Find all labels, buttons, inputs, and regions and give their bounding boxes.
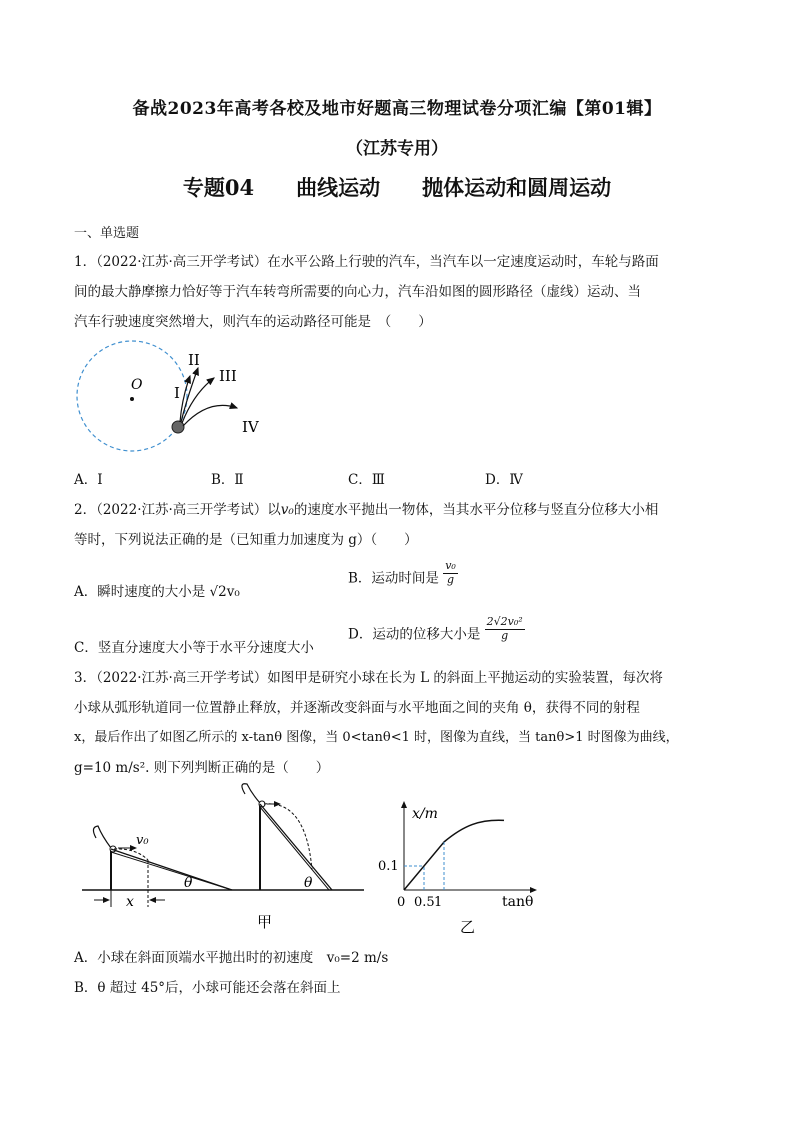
q2-option-b-text: B．运动时间是 bbox=[348, 570, 439, 587]
q3-figure-chart bbox=[374, 796, 554, 936]
fraction-denominator: g bbox=[447, 572, 455, 586]
figure-caption-yi: 乙 bbox=[460, 918, 476, 936]
q2-option-b-fraction bbox=[443, 560, 458, 586]
q1-option-a[interactable]: A．Ⅰ bbox=[74, 472, 103, 488]
y-axis-label: x/m bbox=[412, 806, 438, 822]
q2-option-d-text: D．运动的位移大小是 bbox=[348, 626, 481, 643]
q1-line1: 1．（2022·江苏·高三开学考试）在水平公路上行驶的汽车，当汽车以一定速度运动时，车轮与路面 bbox=[74, 254, 659, 270]
q1-option-d[interactable]: D．Ⅳ bbox=[485, 472, 523, 488]
q2-option-c[interactable]: C．竖直分速度大小等于水平分速度大小 bbox=[74, 640, 314, 656]
x-axis-label: tanθ bbox=[502, 894, 534, 910]
q1-option-c[interactable]: C．Ⅲ bbox=[348, 472, 385, 488]
q1-line3: 汽车行驶速度突然增大，则汽车的运动路径可能是 （ ） bbox=[74, 314, 432, 330]
q3-line1: 3．（2022·江苏·高三开学考试）如图甲是研究小球在长为 L 的斜面上平抛运动的实验装置，每次将 bbox=[74, 670, 663, 686]
theta-label-left: θ bbox=[184, 875, 193, 891]
q3-option-a[interactable]: A．小球在斜面顶端水平抛出时的初速度 v₀=2 m/s bbox=[74, 950, 389, 966]
q1-figure bbox=[74, 338, 284, 456]
ramp-right bbox=[242, 784, 260, 803]
q3-option-b[interactable]: B．θ 超过 45°后，小球可能还会落在斜面上 bbox=[74, 980, 341, 996]
velocity-label: v₀ bbox=[136, 833, 149, 848]
q2-line1 bbox=[74, 498, 658, 518]
q1-option-b[interactable]: B．Ⅱ bbox=[211, 472, 244, 488]
label-I: I bbox=[174, 384, 180, 402]
fraction-numerator: v₀ bbox=[445, 559, 456, 572]
circular-path bbox=[77, 341, 187, 451]
tick-y-0: 0.1 bbox=[378, 859, 399, 874]
q2-option-d-fraction bbox=[485, 616, 525, 642]
label-III: III bbox=[219, 367, 237, 385]
q3-line3: x，最后作出了如图乙所示的 x-tanθ 图像，当 0<tanθ<1 时，图像为直线，当 tanθ>1 时图像为曲线， bbox=[74, 730, 679, 745]
label-II: II bbox=[188, 351, 200, 369]
tick-x-0: 0 bbox=[397, 895, 406, 910]
q2-option-b[interactable] bbox=[348, 559, 458, 592]
q3-line2: 小球从弧形轨道同一位置静止释放，并逐渐改变斜面与水平地面之间的夹角 θ，获得不同的射程 bbox=[74, 700, 640, 716]
theta-label-right: θ bbox=[304, 875, 313, 891]
figure-caption-jia: 甲 bbox=[257, 913, 273, 931]
slope-right-b bbox=[260, 807, 329, 890]
q1-line2: 间的最大静摩擦力恰好等于汽车转弯所需要的向心力，汽车沿如图的圆形路径（虚线）运动、当 bbox=[74, 284, 641, 300]
q2-v0: v₀ bbox=[280, 502, 294, 518]
q2-option-a[interactable]: A．瞬时速度的大小是 √2v₀ bbox=[74, 584, 240, 600]
q2-option-d[interactable] bbox=[348, 615, 525, 648]
q3-figure-apparatus bbox=[74, 782, 374, 937]
center-label: O bbox=[131, 377, 143, 393]
ramp-left bbox=[93, 826, 111, 848]
path-IV bbox=[183, 405, 237, 426]
q2-line2: 等时，下列说法正确的是（已知重力加速度为 g）（ ） bbox=[74, 532, 418, 548]
document-title: 备战2023年高考各校及地市好题高三物理试卷分项汇编【第01辑】 bbox=[132, 99, 662, 119]
x-label: x bbox=[126, 894, 134, 910]
fraction-denominator: g bbox=[501, 628, 509, 642]
topic-title: 专题04 曲线运动 抛体运动和圆周运动 bbox=[182, 175, 612, 200]
label-IV: IV bbox=[242, 418, 259, 436]
q3-line4: g=10 m/s². 则下列判断正确的是（ ） bbox=[74, 760, 330, 776]
q2-line1-a: 2．（2022·江苏·高三开学考试）以 bbox=[74, 502, 281, 518]
tick-x-2: 1 bbox=[434, 895, 443, 910]
fraction-numerator: 2√2v₀² bbox=[486, 615, 523, 628]
tick-x-1: 0.5 bbox=[414, 895, 435, 910]
slope-left-b bbox=[111, 852, 232, 890]
section-heading: 一、单选题 bbox=[74, 226, 140, 241]
center-point bbox=[130, 397, 134, 401]
q2-line1-b: 的速度水平抛出一物体，当其水平分位移与竖直分位移大小相 bbox=[293, 502, 659, 518]
series-line bbox=[404, 820, 504, 890]
document-subtitle: （江苏专用） bbox=[346, 139, 448, 159]
